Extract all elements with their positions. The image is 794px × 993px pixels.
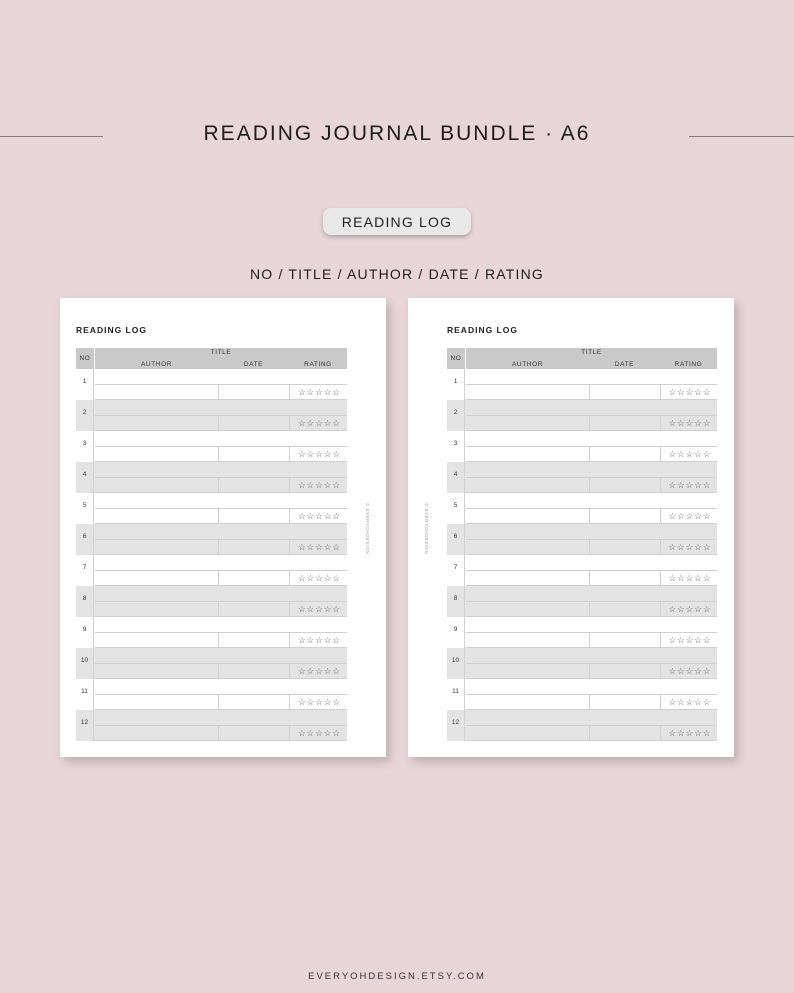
row-divider xyxy=(466,632,717,633)
planner-page-right xyxy=(408,298,734,757)
table-row xyxy=(76,493,347,524)
row-divider xyxy=(95,508,347,509)
row-number: 9 xyxy=(76,617,94,648)
rating-stars-icon: ☆☆☆☆☆ xyxy=(668,604,712,614)
column-divider xyxy=(660,508,661,524)
row-number: 6 xyxy=(76,524,94,555)
section-badge: READING LOG xyxy=(323,208,471,235)
row-divider xyxy=(466,740,717,741)
row-number: 2 xyxy=(447,400,465,431)
column-divider xyxy=(660,477,661,493)
column-divider xyxy=(218,477,219,493)
column-divider xyxy=(218,694,219,710)
header-author: AUTHOR xyxy=(511,361,544,368)
reading-log-table xyxy=(447,348,717,741)
row-divider xyxy=(95,632,347,633)
column-divider xyxy=(218,601,219,617)
row-number: 12 xyxy=(447,710,465,741)
column-divider xyxy=(589,384,590,400)
row-divider xyxy=(95,601,347,602)
table-row xyxy=(447,462,717,493)
header-no: NO xyxy=(76,348,95,369)
row-divider xyxy=(466,570,717,571)
header-date: DATE xyxy=(614,361,635,368)
column-divider xyxy=(218,415,219,431)
column-divider xyxy=(660,725,661,741)
column-divider xyxy=(289,601,290,617)
row-divider xyxy=(466,663,717,664)
row-number: 1 xyxy=(447,369,465,400)
row-number: 2 xyxy=(76,400,94,431)
header-title: TITLE xyxy=(581,349,602,356)
rating-stars-icon: ☆☆☆☆☆ xyxy=(668,387,712,397)
rating-stars-icon: ☆☆☆☆☆ xyxy=(668,449,712,459)
column-divider xyxy=(660,384,661,400)
table-header xyxy=(447,348,717,369)
rating-stars-icon: ☆☆☆☆☆ xyxy=(668,573,712,583)
row-divider xyxy=(95,477,347,478)
row-number: 1 xyxy=(76,369,94,400)
table-row xyxy=(447,524,717,555)
column-divider xyxy=(660,601,661,617)
rating-stars-icon: ☆☆☆☆☆ xyxy=(297,387,342,397)
rating-stars-icon: ☆☆☆☆☆ xyxy=(297,542,342,552)
reading-log-table xyxy=(76,348,347,741)
rating-stars-icon: ☆☆☆☆☆ xyxy=(668,728,712,738)
row-divider xyxy=(466,508,717,509)
row-number: 10 xyxy=(76,648,94,679)
table-header xyxy=(76,348,347,369)
row-divider xyxy=(466,601,717,602)
row-divider xyxy=(95,663,347,664)
row-divider xyxy=(95,539,347,540)
column-divider xyxy=(589,601,590,617)
table-row xyxy=(76,400,347,431)
table-row xyxy=(447,617,717,648)
rating-stars-icon: ☆☆☆☆☆ xyxy=(297,666,342,676)
row-number: 7 xyxy=(76,555,94,586)
table-row xyxy=(447,555,717,586)
row-number: 11 xyxy=(447,679,465,710)
table-row xyxy=(76,524,347,555)
table-row xyxy=(447,400,717,431)
table-row xyxy=(76,679,347,710)
column-divider xyxy=(289,694,290,710)
row-number: 8 xyxy=(76,586,94,617)
row-number: 8 xyxy=(447,586,465,617)
page-title: READING LOG xyxy=(76,325,147,335)
rating-stars-icon: ☆☆☆☆☆ xyxy=(297,728,342,738)
row-number: 5 xyxy=(76,493,94,524)
row-divider xyxy=(95,725,347,726)
table-row xyxy=(447,586,717,617)
column-divider xyxy=(589,632,590,648)
header-title: TITLE xyxy=(210,349,232,356)
row-divider xyxy=(466,384,717,385)
column-divider xyxy=(660,446,661,462)
row-divider xyxy=(95,415,347,416)
row-divider xyxy=(95,446,347,447)
row-divider xyxy=(466,539,717,540)
rating-stars-icon: ☆☆☆☆☆ xyxy=(297,480,342,490)
column-divider xyxy=(660,570,661,586)
column-divider xyxy=(218,570,219,586)
rating-stars-icon: ☆☆☆☆☆ xyxy=(668,635,712,645)
column-divider xyxy=(218,384,219,400)
header-author: AUTHOR xyxy=(140,361,173,368)
table-row xyxy=(447,679,717,710)
column-divider xyxy=(589,539,590,555)
rating-stars-icon: ☆☆☆☆☆ xyxy=(668,480,712,490)
table-row xyxy=(76,462,347,493)
column-divider xyxy=(589,415,590,431)
table-row xyxy=(76,369,347,400)
table-row xyxy=(76,648,347,679)
row-divider xyxy=(466,477,717,478)
rating-stars-icon: ☆☆☆☆☆ xyxy=(297,604,342,614)
column-divider xyxy=(660,415,661,431)
column-divider xyxy=(218,508,219,524)
main-title: READING JOURNAL BUNDLE · A6 xyxy=(203,122,591,145)
column-divider xyxy=(289,570,290,586)
column-divider xyxy=(660,694,661,710)
rating-stars-icon: ☆☆☆☆☆ xyxy=(668,542,712,552)
column-divider xyxy=(218,539,219,555)
header-rating: RATING xyxy=(674,361,703,368)
rating-stars-icon: ☆☆☆☆☆ xyxy=(297,511,342,521)
rating-stars-icon: ☆☆☆☆☆ xyxy=(668,666,712,676)
column-divider xyxy=(589,508,590,524)
column-divider xyxy=(289,725,290,741)
column-divider xyxy=(289,446,290,462)
row-number: 10 xyxy=(447,648,465,679)
column-divider xyxy=(660,663,661,679)
column-divider xyxy=(289,508,290,524)
row-divider xyxy=(466,415,717,416)
page-title: READING LOG xyxy=(447,325,518,335)
column-divider xyxy=(218,663,219,679)
column-divider xyxy=(289,663,290,679)
row-number: 7 xyxy=(447,555,465,586)
rating-stars-icon: ☆☆☆☆☆ xyxy=(297,573,342,583)
planner-page-left xyxy=(60,298,386,757)
rating-stars-icon: ☆☆☆☆☆ xyxy=(668,511,712,521)
column-divider xyxy=(589,725,590,741)
column-divider xyxy=(660,632,661,648)
table-body xyxy=(447,369,717,741)
row-divider xyxy=(466,725,717,726)
row-divider xyxy=(95,570,347,571)
column-divider xyxy=(589,694,590,710)
row-divider xyxy=(466,694,717,695)
column-divider xyxy=(218,632,219,648)
footer-shop-url: EVERYOHDESIGN.ETSY.COM xyxy=(308,971,486,982)
rating-stars-icon: ☆☆☆☆☆ xyxy=(668,697,712,707)
table-row xyxy=(76,617,347,648)
column-divider xyxy=(589,663,590,679)
column-divider xyxy=(289,539,290,555)
header-date: DATE xyxy=(243,361,264,368)
column-divider xyxy=(218,446,219,462)
rating-stars-icon: ☆☆☆☆☆ xyxy=(668,418,712,428)
row-number: 4 xyxy=(447,462,465,493)
row-number: 11 xyxy=(76,679,94,710)
column-divider xyxy=(289,384,290,400)
column-divider xyxy=(589,446,590,462)
rating-stars-icon: ☆☆☆☆☆ xyxy=(297,449,342,459)
column-divider xyxy=(660,539,661,555)
column-divider xyxy=(289,632,290,648)
row-number: 5 xyxy=(447,493,465,524)
row-number: 3 xyxy=(76,431,94,462)
header-rating: RATING xyxy=(304,361,332,368)
table-row xyxy=(447,493,717,524)
row-divider xyxy=(95,384,347,385)
rating-stars-icon: ☆☆☆☆☆ xyxy=(297,418,342,428)
watermark: © EVERYOHDESIGN xyxy=(365,503,370,555)
column-divider xyxy=(589,570,590,586)
column-divider xyxy=(289,477,290,493)
row-divider xyxy=(95,694,347,695)
table-row xyxy=(447,648,717,679)
table-row xyxy=(76,710,347,741)
table-row xyxy=(76,431,347,462)
table-row xyxy=(447,369,717,400)
subtitle: NO / TITLE / AUTHOR / DATE / RATING xyxy=(249,266,545,282)
row-number: 12 xyxy=(76,710,94,741)
row-number: 4 xyxy=(76,462,94,493)
table-body xyxy=(76,369,347,741)
table-row xyxy=(447,431,717,462)
column-divider xyxy=(289,415,290,431)
watermark: © EVERYOHDESIGN xyxy=(424,503,429,555)
row-number: 3 xyxy=(447,431,465,462)
rating-stars-icon: ☆☆☆☆☆ xyxy=(297,635,342,645)
column-divider xyxy=(218,725,219,741)
header-no: NO xyxy=(447,348,466,369)
table-row xyxy=(447,710,717,741)
table-row xyxy=(76,555,347,586)
row-divider xyxy=(95,740,347,741)
rating-stars-icon: ☆☆☆☆☆ xyxy=(297,697,342,707)
row-divider xyxy=(466,446,717,447)
row-number: 6 xyxy=(447,524,465,555)
column-divider xyxy=(589,477,590,493)
table-row xyxy=(76,586,347,617)
row-number: 9 xyxy=(447,617,465,648)
